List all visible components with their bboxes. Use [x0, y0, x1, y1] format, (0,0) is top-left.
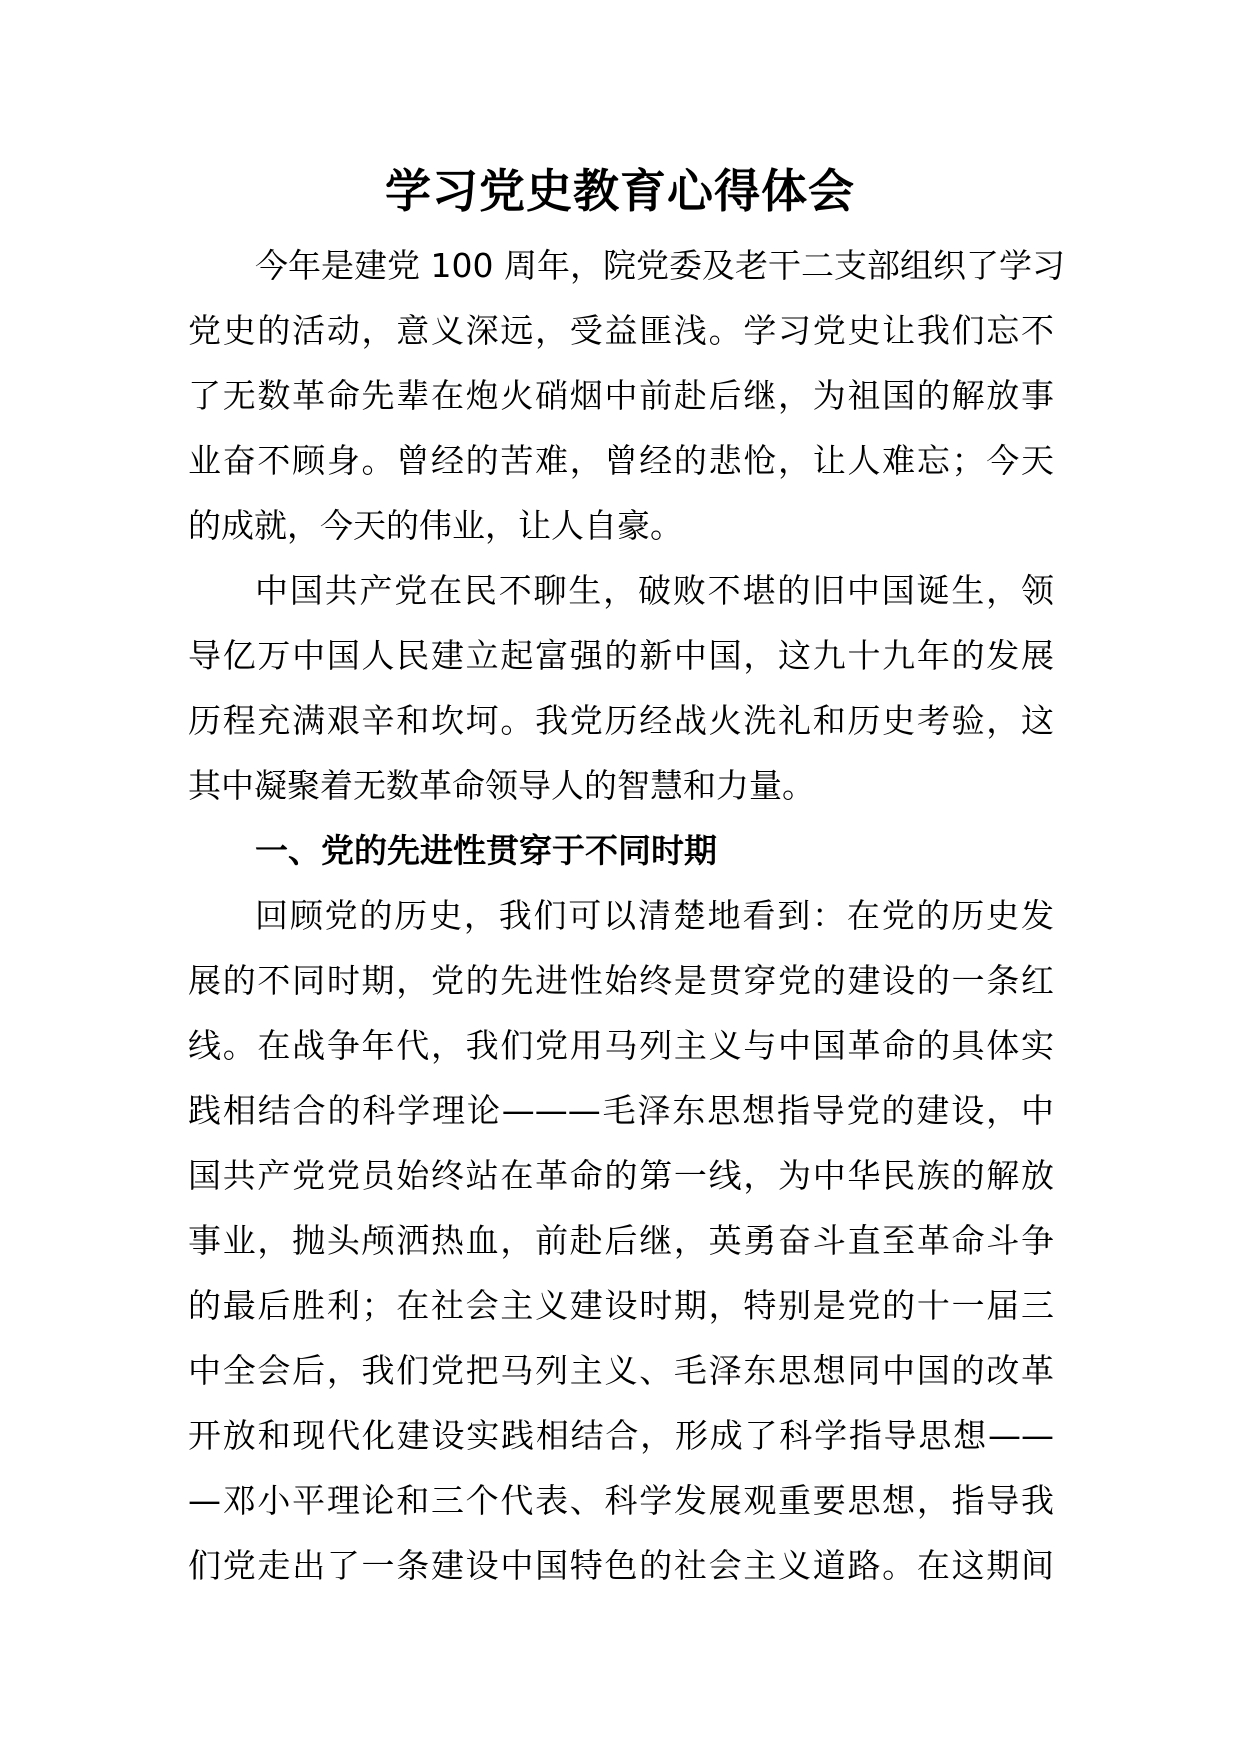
paragraph-1-line-5: 的成就，今天的伟业，让人自豪。 — [188, 506, 683, 545]
document-title: 学习党史教育心得体会 — [385, 164, 855, 218]
paragraph-3-line-3: 线。在战争年代，我们党用马列主义与中国革命的具体实 — [188, 1026, 1054, 1065]
paragraph-3-line-11: 们党走出了一条建设中国特色的社会主义道路。在这期间 — [188, 1546, 1054, 1585]
paragraph-2-line-3: 历程充满艰辛和坎坷。我党历经战火洗礼和历史考验，这 — [188, 701, 1054, 740]
paragraph-3-line-10: —邓小平理论和三个代表、科学发展观重要思想，指导我 — [188, 1481, 1054, 1520]
paragraph-1-line-3: 了无数革命先辈在炮火硝烟中前赴后继，为祖国的解放事 — [188, 376, 1054, 415]
section-heading: 一、党的先进性贯穿于不同时期 — [255, 831, 717, 870]
paragraph-1-line-1: 今年是建党 100 周年，院党委及老干二支部组织了学习 — [255, 246, 1065, 285]
paragraph-2-line-4: 其中凝聚着无数革命领导人的智慧和力量。 — [188, 766, 815, 805]
paragraph-1-line-2: 党史的活动，意义深远，受益匪浅。学习党史让我们忘不 — [188, 311, 1054, 350]
paragraph-3-line-6: 事业，抛头颅洒热血，前赴后继，英勇奋斗直至革命斗争 — [188, 1221, 1054, 1260]
paragraph-3-line-1: 回顾党的历史，我们可以清楚地看到：在党的历史发 — [255, 896, 1054, 935]
paragraph-1-line-4: 业奋不顾身。曾经的苦难，曾经的悲怆，让人难忘；今天 — [188, 441, 1054, 480]
paragraph-3-line-8: 中全会后，我们党把马列主义、毛泽东思想同中国的改革 — [188, 1351, 1054, 1390]
paragraph-3-line-2: 展的不同时期，党的先进性始终是贯穿党的建设的一条红 — [188, 961, 1054, 1000]
paragraph-3-line-9: 开放和现代化建设实践相结合，形成了科学指导思想—— — [188, 1416, 1054, 1455]
paragraph-2-line-1: 中国共产党在民不聊生，破败不堪的旧中国诞生，领 — [255, 571, 1054, 610]
paragraph-3-line-7: 的最后胜利；在社会主义建设时期，特别是党的十一届三 — [188, 1286, 1054, 1325]
paragraph-3-line-4: 践相结合的科学理论———毛泽东思想指导党的建设，中 — [188, 1091, 1054, 1130]
paragraph-3-line-5: 国共产党党员始终站在革命的第一线，为中华民族的解放 — [188, 1156, 1054, 1195]
paragraph-2-line-2: 导亿万中国人民建立起富强的新中国，这九十九年的发展 — [188, 636, 1054, 675]
document-body — [188, 233, 1065, 1598]
